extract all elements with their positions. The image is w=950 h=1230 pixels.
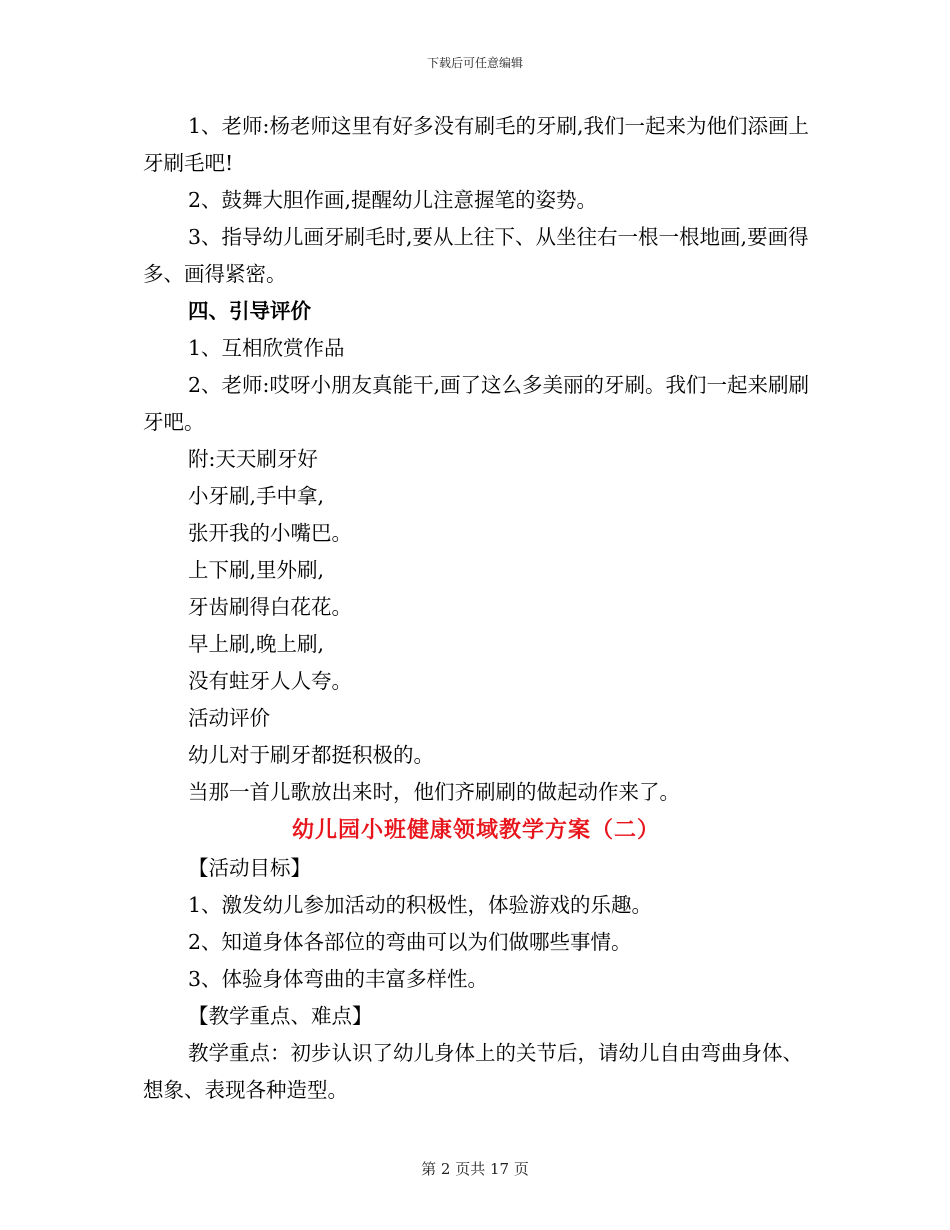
keypoint-text: 教学重点：初步认识了幼儿身体上的关节后，请幼儿自由弯曲身体、想象、表现各种造型。 <box>143 1041 803 1102</box>
activity-eval-heading: 活动评价 <box>188 706 270 730</box>
keypoints-heading: 【教学重点、难点】 <box>188 1004 373 1028</box>
paragraph-eval-1: 1、互相欣赏作品 <box>188 336 345 360</box>
activity-eval-line-1: 幼儿对于刷牙都挺积极的。 <box>188 743 434 767</box>
goal-item-1: 1、激发幼儿参加活动的积极性，体验游戏的乐趣。 <box>188 893 653 917</box>
document-title: 幼儿园小班健康领域教学方案（二） <box>291 817 660 843</box>
paragraph-eval-2: 2、老师:哎呀小朋友真能干,画了这么多美丽的牙刷。我们一起来刷刷牙吧。 <box>143 373 809 434</box>
poem-line: 早上刷,晚上刷, <box>188 632 325 656</box>
goal-item-2: 2、知道身体各部位的弯曲可以为们做哪些事情。 <box>188 930 632 954</box>
paragraph-step-3: 3、指导幼儿画牙刷毛时,要从上往下、从坐往右一根一根地画,要画得多、画得紧密。 <box>143 225 809 286</box>
poem-line: 小牙刷,手中拿, <box>188 484 325 508</box>
goal-item-3: 3、体验身体弯曲的丰富多样性。 <box>188 967 489 991</box>
poem-line: 没有蛀牙人人夸。 <box>188 669 352 693</box>
poem-line: 张开我的小嘴巴。 <box>188 521 352 545</box>
document-body <box>143 108 809 1109</box>
goals-heading: 【活动目标】 <box>188 856 311 880</box>
appendix-title: 附:天天刷牙好 <box>188 447 318 471</box>
section-heading-evaluation: 四、引导评价 <box>188 299 311 323</box>
page-footer: 第 2 页共 17 页 <box>421 1160 529 1178</box>
poem-line: 牙齿刷得白花花。 <box>188 595 352 619</box>
paragraph-step-2: 2、鼓舞大胆作画,提醒幼儿注意握笔的姿势。 <box>188 188 598 212</box>
poem-line: 上下刷,里外刷, <box>188 558 325 582</box>
paragraph-step-1: 1、老师:杨老师这里有好多没有刷毛的牙刷,我们一起来为他们添画上牙刷毛吧! <box>143 114 809 175</box>
page-header: 下载后可任意编辑 <box>426 56 523 70</box>
activity-eval-line-2: 当那一首儿歌放出来时，他们齐刷刷的做起动作来了。 <box>188 780 680 804</box>
